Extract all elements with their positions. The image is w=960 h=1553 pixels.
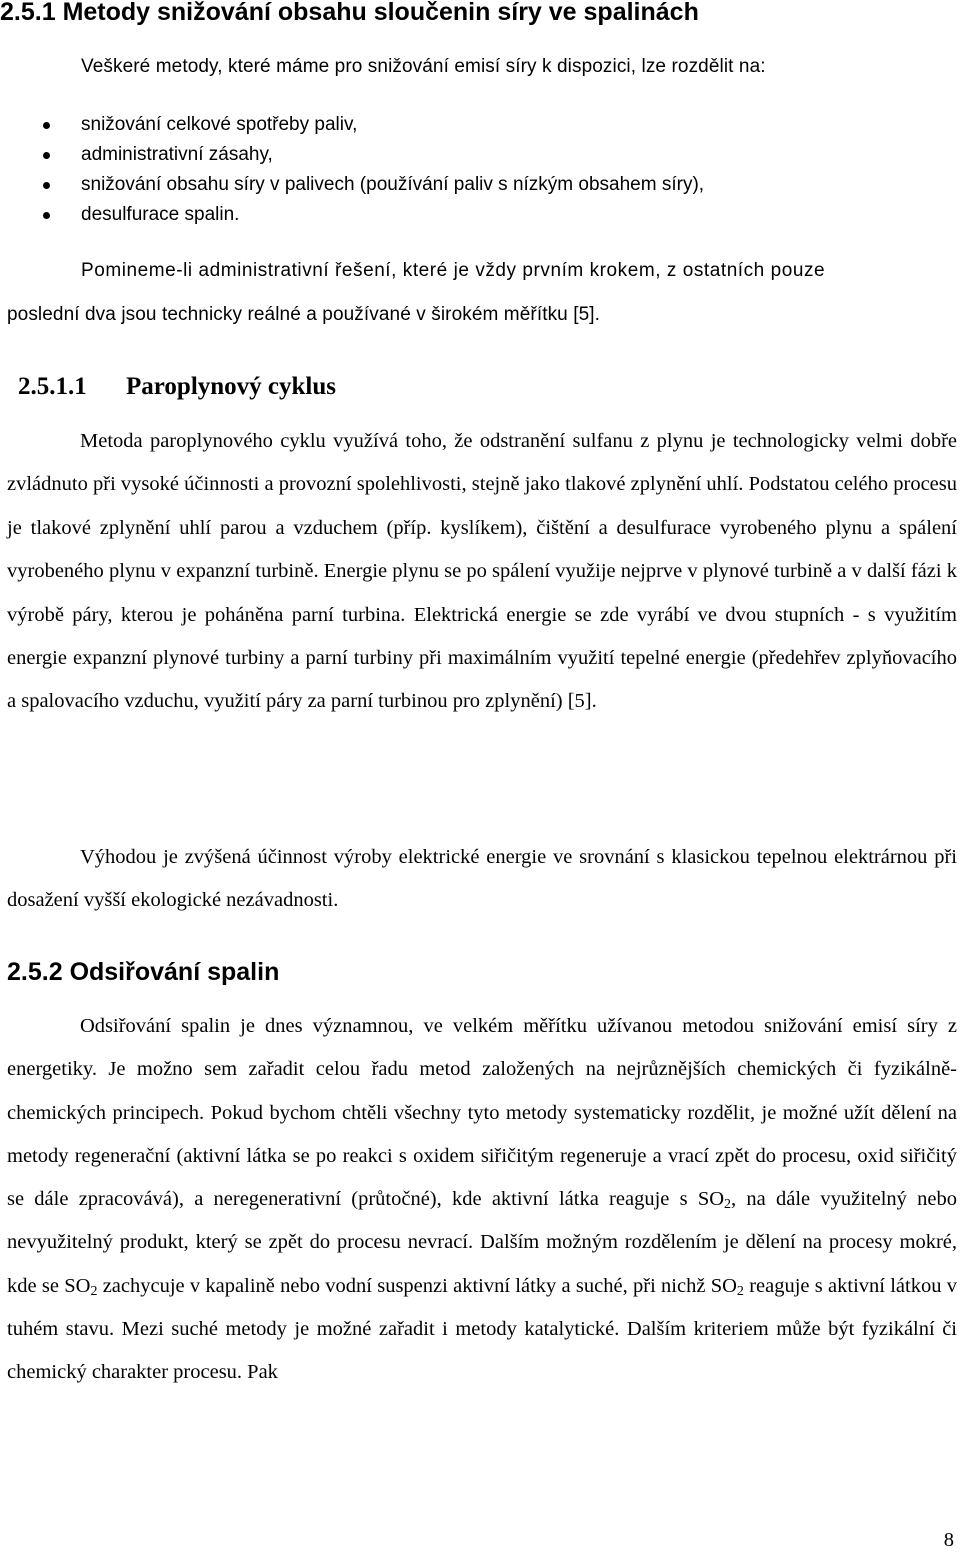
section-number: 2.5.2 [7, 958, 63, 986]
bullet-icon [43, 152, 50, 159]
section-heading-2-5-1 [0, 0, 699, 27]
section-number: 2.5.1 [0, 0, 56, 26]
section-heading-2-5-2 [7, 957, 279, 987]
subsection-title: Paroplynový cyklus [126, 373, 336, 400]
bullet-icon [43, 122, 50, 129]
subsection-number: 2.5.1.1 [18, 373, 87, 400]
list-item [0, 200, 704, 230]
list-item [0, 170, 704, 200]
page-number: 8 [943, 1529, 954, 1551]
paragraph [7, 1005, 957, 1395]
paragraph-text: , na dále využitelný nebo nevyužitelný produkt, který se zpět do procesu nevrací. Dalším možným rozdělením je dělení na procesy mokré, kde se [7, 1188, 957, 1297]
paragraph-text: zachycuje v kapalině nebo vodní suspenzi aktivní látky a suché, při nichž [97, 1274, 711, 1297]
list-item-text: snižování obsahu síry v palivech (používání paliv s nízkým obsahem síry), [81, 174, 705, 195]
paragraph-line: poslední dva jsou technicky reálné a používané v širokém měřítku [5]. [7, 304, 601, 325]
section-title: Odsiřování spalin [69, 958, 280, 986]
subsection-heading-2-5-1-1 [18, 372, 336, 402]
paragraph: Metoda paroplynového cyklu využívá toho, že odstranění sulfanu z plynu je technologicky velmi dobře zvládnuto při vysoké účinnosti a provozní spolehlivosti, stejně jako tlakové zplynění uhlí. Podstatou celého procesu je tlakové zplynění uhlí parou a vzduchem (příp. kyslíkem), čištění a desulfurace vyrobeného plynu a spálení vyrobeného plynu v expanzní turbině. Energie plynu se po spálení využije nejprve v plynové turbině a v další fázi k výrobě páry, kterou je poháněna parní turbina. Elektrická energie se zde vyrábí ve dvou stupních - s využitím energie expanzní plynové turbiny a parní turbiny při maximálním využití tepelné energie (předehřev zplyňovacího a spalovacího vzduchu, využití páry za parní turbinou pro zplynění) [5]. [7, 430, 957, 713]
chemical-formula-so2: $SO_2$ [64, 1274, 98, 1299]
list-item-text: desulfurace spalin. [81, 204, 240, 225]
list-item-text: snižování celkové spotřeby paliv, [81, 114, 358, 135]
paragraph-line: Pomineme-li administrativní řešení, které je vždy prvním krokem, z ostatních pouze [81, 260, 826, 281]
bullet-icon [43, 182, 50, 189]
bullet-icon [43, 212, 50, 219]
section-title: Metody snižování obsahu sloučenin síry ve spalinách [62, 0, 699, 26]
paragraph-text: Odsiřování spalin je dnes významnou, ve velkém měřítku užívanou metodou snižování emisí síry z energetiky. Je možno sem zařadit celou řadu metod založených na nejrůznějších chemických či fyzikálně-chemických principech. Pokud bychom chtěli všechny tyto metody systematicky rozdělit, je možné užít dělení na metody regenerační (aktivní látka se po reakci s oxidem siřičitým regeneruje a vrací zpět do procesu, oxid siřičitý se dále zpracovává), a neregenerativní (průtočné), kde aktivní látka reaguje s [7, 1015, 957, 1211]
chemical-formula-so2: $SO_2$ [697, 1188, 732, 1213]
intro-line: Veškeré metody, které máme pro snižování emisí síry k dispozici, lze rozdělit na: [81, 56, 766, 77]
method-list [0, 110, 704, 230]
list-item [0, 110, 704, 140]
paragraph: Výhodou je zvýšená účinnost výroby elektrické energie ve srovnání s klasickou tepelnou elektrárnou při dosažení vyšší ekologické nezávadnosti. [7, 846, 957, 912]
chemical-formula-so2: $SO_2$ [710, 1274, 744, 1299]
paragraph-text: reaguje s aktivní látkou v tuhém stavu. Mezi suché metody je možné zařadit i metody katalytické. Dalším kriteriem může být fyzikální či chemický charakter procesu. Pak [7, 1274, 957, 1384]
list-item-text: administrativní zásahy, [81, 144, 273, 165]
list-item [0, 140, 704, 170]
